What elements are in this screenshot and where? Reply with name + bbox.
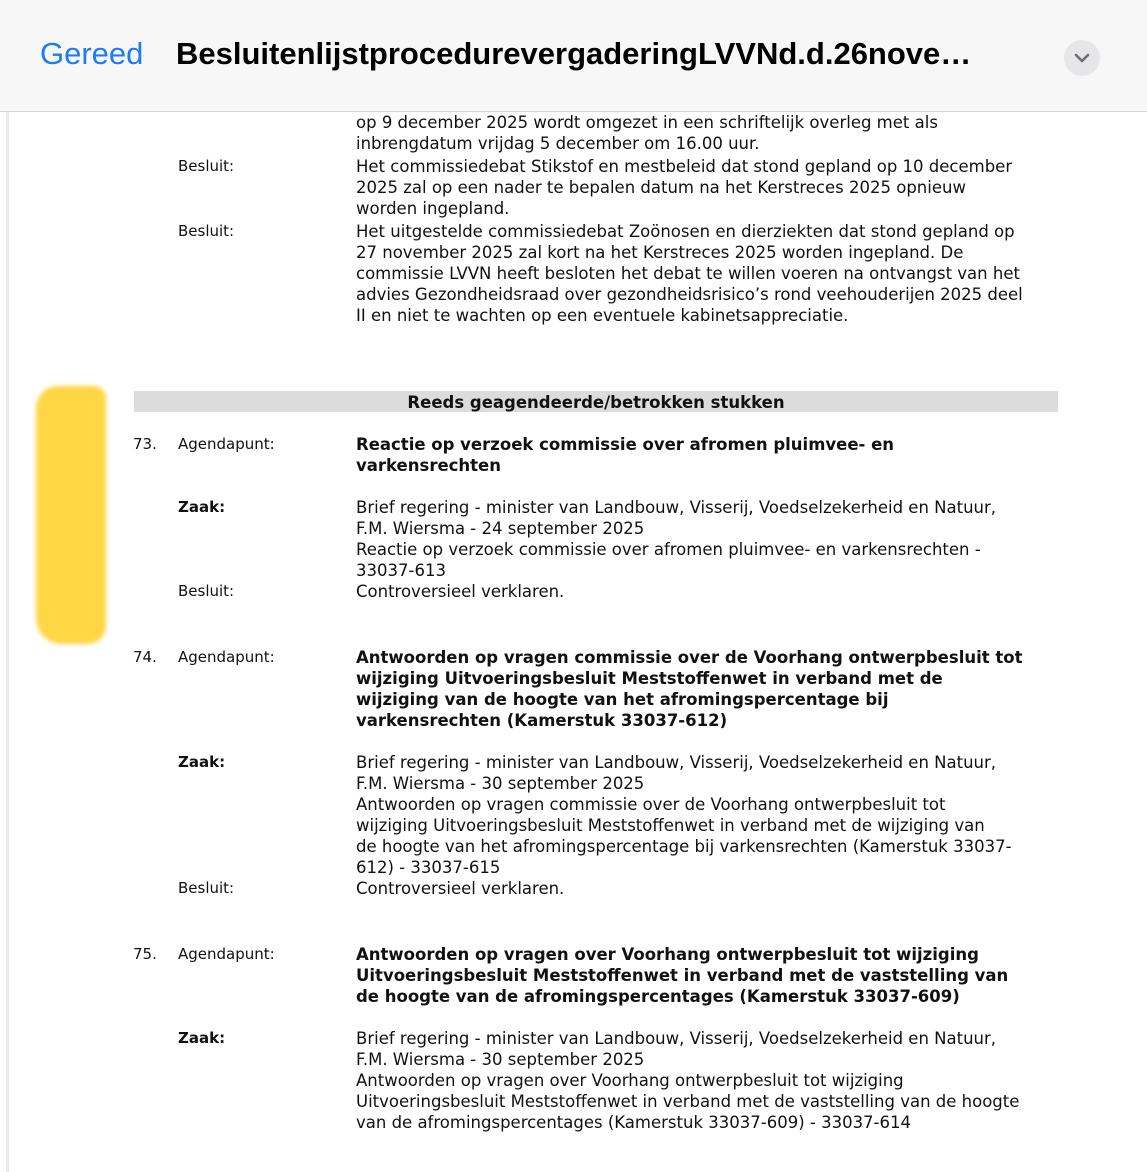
zaak-text: [356, 1028, 1066, 1133]
text-line: 612) - 33037-615: [356, 858, 501, 877]
text-line: Antwoorden op vragen commissie over de Voorhang ontwerpbesluit tot: [356, 795, 946, 814]
text-line: Brief regering - minister van Landbouw, Visserij, Voedselzekerheid en Natuur,: [356, 1029, 997, 1048]
besluit-text: [356, 156, 1066, 219]
text-line: Het commissiedebat Stikstof en mestbeleid dat stond gepland op 10 december: [356, 157, 1013, 176]
zaak-label: Zaak:: [178, 753, 226, 771]
text-line: 2025 zal op een nader te bepalen datum na het Kerstreces 2025 opnieuw: [356, 178, 966, 197]
chevron-down-icon: [1073, 52, 1091, 64]
agendapunt-label: Agendapunt:: [178, 945, 275, 963]
besluit-text: Controversieel verklaren.: [356, 879, 565, 898]
text-line: wijziging Uitvoeringsbesluit Meststoffenwet in verband met de: [356, 669, 943, 688]
besluit-label: Besluit:: [178, 157, 235, 175]
top-nav-bar: [0, 0, 1147, 112]
item-number: 74.: [133, 648, 157, 666]
text-line: 27 november 2025 zal kort na het Kerstreces 2025 worden ingepland. De: [356, 243, 964, 262]
agendapunt-title: [356, 434, 1066, 476]
text-line: Reactie op verzoek commissie over afromen pluimvee- en: [356, 435, 895, 454]
text-line: de hoogte van de afromingspercentages (Kamerstuk 33037-609): [356, 987, 960, 1006]
text-line: Antwoorden op vragen commissie over de Voorhang ontwerpbesluit tot: [356, 648, 1023, 667]
text-line: II en niet te wachten op een eventuele kabinetsappreciatie.: [356, 306, 849, 325]
zaak-text: [356, 752, 1066, 878]
text-line: van de afromingspercentages (Kamerstuk 33037-609) - 33037-614: [356, 1113, 912, 1132]
text-line: inbrengdatum vrijdag 5 december om 16.00 uur.: [356, 134, 760, 153]
item-number: 75.: [133, 945, 157, 963]
title-menu-button[interactable]: [1064, 40, 1100, 76]
agendapunt-title: [356, 944, 1066, 1007]
besluit-label: Besluit:: [178, 879, 235, 897]
text-line: varkensrechten (Kamerstuk 33037-612): [356, 711, 728, 730]
text-line: F.M. Wiersma - 30 september 2025: [356, 774, 645, 793]
text-line: Uitvoeringsbesluit Meststoffenwet in verband met de vaststelling van: [356, 966, 1009, 985]
besluit-text: Controversieel verklaren.: [356, 582, 565, 601]
text-line: Reactie op verzoek commissie over afromen pluimvee- en varkensrechten -: [356, 540, 981, 559]
text-line: Brief regering - minister van Landbouw, Visserij, Voedselzekerheid en Natuur,: [356, 753, 997, 772]
zaak-label: Zaak:: [178, 498, 226, 516]
text-line: F.M. Wiersma - 24 september 2025: [356, 519, 645, 538]
text-line: commissie LVVN heeft besloten het debat te willen voeren na ontvangst van het: [356, 264, 1020, 283]
zaak-text: [356, 497, 1066, 581]
text-line: Uitvoeringsbesluit Meststoffenwet in verband met de vaststelling van de hoogte: [356, 1092, 1020, 1111]
besluit-text: [356, 221, 1066, 326]
text-line: Het uitgestelde commissiedebat Zoönosen en dierziekten dat stond gepland op: [356, 222, 1015, 241]
document-title: BesluitenlijstprocedurevergaderingLVVNd.d.26nove…: [176, 36, 972, 71]
text-line: F.M. Wiersma - 30 september 2025: [356, 1050, 645, 1069]
agendapunt-label: Agendapunt:: [178, 435, 275, 453]
section-header: Reeds geagendeerde/betrokken stukken: [134, 391, 1058, 412]
text-line: worden ingepland.: [356, 199, 510, 218]
text-line: op 9 december 2025 wordt omgezet in een schriftelijk overleg met als: [356, 113, 938, 132]
intro-text: [356, 112, 1066, 154]
zaak-label: Zaak:: [178, 1029, 226, 1047]
text-line: 33037-613: [356, 561, 446, 580]
done-button[interactable]: Gereed: [40, 36, 144, 71]
text-line: varkensrechten: [356, 456, 501, 475]
document-page[interactable]: [0, 112, 1147, 1172]
item-number: 73.: [133, 435, 157, 453]
text-line: Brief regering - minister van Landbouw, Visserij, Voedselzekerheid en Natuur,: [356, 498, 997, 517]
text-line: de hoogte van het afromingspercentage bij varkensrechten (Kamerstuk 33037-: [356, 837, 1012, 856]
text-line: Antwoorden op vragen over Voorhang ontwerpbesluit tot wijziging: [356, 945, 979, 964]
agendapunt-label: Agendapunt:: [178, 648, 275, 666]
text-line: wijziging Uitvoeringsbesluit Meststoffenwet in verband met de wijziging van: [356, 816, 985, 835]
besluit-label: Besluit:: [178, 222, 235, 240]
besluit-label: Besluit:: [178, 582, 235, 600]
text-line: wijziging van de hoogte van het afromingspercentage bij: [356, 690, 889, 709]
agendapunt-title: [356, 647, 1066, 731]
text-line: Antwoorden op vragen over Voorhang ontwerpbesluit tot wijziging: [356, 1071, 904, 1090]
text-line: advies Gezondheidsraad over gezondheidsrisico’s rond veehouderijen 2025 deel: [356, 285, 1023, 304]
yellow-highlight-mark: [36, 386, 106, 644]
